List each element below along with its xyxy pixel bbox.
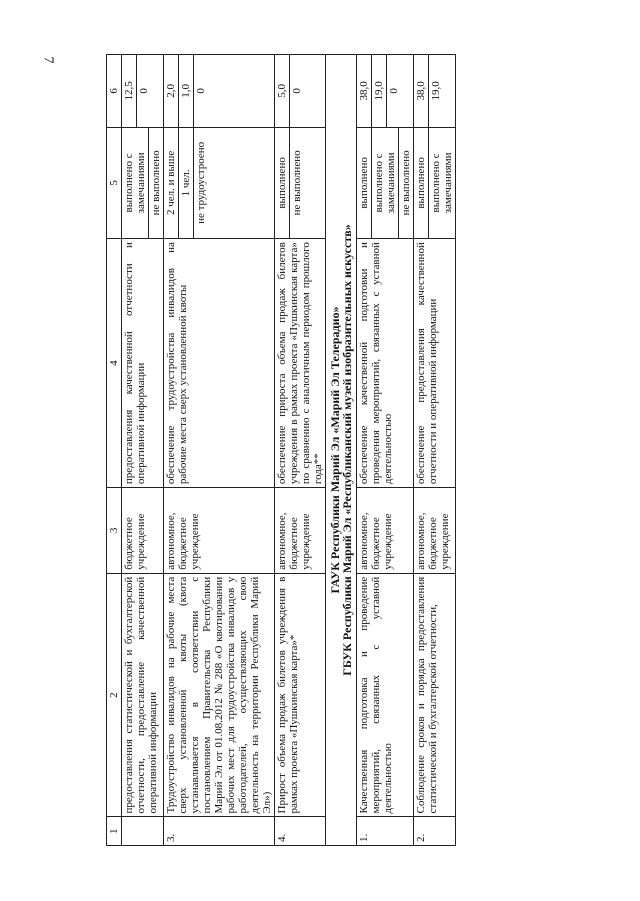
- col-header-1: 1: [107, 817, 122, 846]
- criterion-cell: обеспечение предоставления качественной отчетности и оперативной информации: [414, 239, 456, 488]
- indicator-cell: предоставления статистической и бухгалтерской отчетности, предоставление качественной оперативной информации: [122, 573, 164, 817]
- status-option: не выполнено: [150, 150, 162, 216]
- row-number: 3.: [164, 817, 275, 846]
- status-cell: [122, 127, 164, 239]
- row-number: [122, 817, 164, 846]
- status-option: выполнено с замечаниями: [430, 152, 454, 214]
- status-option: выполнено: [357, 128, 372, 239]
- status-option: не выполнено: [400, 150, 412, 216]
- points-value: 12,5: [122, 55, 137, 127]
- col-header-2: 2: [107, 573, 122, 817]
- points-value: 0: [195, 88, 207, 94]
- points-value: 19,0: [430, 81, 442, 101]
- criterion-cell: обеспечение трудоустройства инвалидов на рабочие места сверх установленной квоты: [164, 239, 275, 488]
- table-row: [414, 55, 456, 846]
- table-row: [357, 55, 414, 846]
- status-cell: [357, 127, 414, 239]
- col-header-6: 6: [107, 55, 122, 128]
- points-value: 2,0: [164, 55, 179, 127]
- indicator-cell: Прирост объема продаж билетов учреждения в рамках проекта «Пушкинская карта»*: [275, 573, 326, 817]
- criterion-cell: обеспечение прироста объема продаж билетов учреждения в рамках проекта «Пушкинская карта» по сравнению с аналогичным периодом прошлого года**: [275, 239, 326, 488]
- institution-type-cell: автономное, бюджетное учреждение: [357, 488, 414, 574]
- row-number: 2.: [414, 817, 456, 846]
- org-heading-museum: ГБУК Республики Марий Эл «Республиканский музей изобразительных искусств»: [340, 224, 354, 676]
- status-option: выполнено: [275, 128, 290, 239]
- points-value: 38,0: [414, 55, 429, 127]
- points-cell: [357, 55, 414, 128]
- points-value: 0: [138, 88, 150, 94]
- rotated-table-page: [106, 54, 586, 846]
- status-cell: [414, 127, 456, 239]
- col-header-3: 3: [107, 488, 122, 574]
- org-heading-telecom: ГАУК Республики Марий Эл «Марий Эл Телерадио»: [328, 306, 342, 594]
- institution-type-cell: автономное, бюджетное учреждение: [275, 488, 326, 574]
- indicator-cell: Качественная подготовка и проведение мероприятий, связанных с уставной деятельностью: [357, 573, 414, 817]
- points-cell: [275, 55, 326, 128]
- table-row: [164, 55, 275, 846]
- criteria-table: [106, 54, 456, 846]
- points-cell: [414, 55, 456, 128]
- org-heading-row: [326, 55, 357, 846]
- institution-type-cell: автономное, бюджетное учреждение: [414, 488, 456, 574]
- points-cell: [122, 55, 164, 128]
- criterion-cell: обеспечение качественной подготовки и проведения мероприятий, связанных с уставной деятельностью: [357, 239, 414, 488]
- institution-type-cell: автономное, бюджетное учреждение: [164, 488, 275, 574]
- points-value: 38,0: [357, 55, 372, 127]
- indicator-cell: Соблюдение сроков и порядка предоставления статистической и бухгалтерской отчетности,: [414, 573, 456, 817]
- institution-type-cell: бюджетное учреждение: [122, 488, 164, 574]
- status-option: выполнено: [414, 128, 429, 239]
- row-number: 4.: [275, 817, 326, 846]
- status-option: 2 чел. и выше: [164, 128, 179, 239]
- status-cell: [164, 127, 275, 239]
- points-value: 19,0: [372, 55, 387, 127]
- indicator-cell: Трудоустройство инвалидов на рабочие места сверх установленной квоты (квота устанавливается в соответствии с постановлением Правительства Республики Марий Эл от 01.08.2012 № 288 «О квотировании рабочих мест для трудоустройства инвалидов у работодателей, осуществляющих свою деятельность на территории Республики Марий Эл»): [164, 573, 275, 817]
- status-cell: [275, 127, 326, 239]
- points-value: 0: [388, 88, 400, 94]
- col-header-5: 5: [107, 127, 122, 239]
- points-value: 1,0: [179, 55, 194, 127]
- status-option: выполнено с замечаниями: [122, 128, 149, 239]
- table-row: [122, 55, 164, 846]
- header-row: [107, 55, 122, 846]
- points-value: 5,0: [275, 55, 290, 127]
- points-cell: [164, 55, 275, 128]
- org-heading: [326, 55, 357, 846]
- table-row: [275, 55, 326, 846]
- status-option: 1 чел.: [179, 128, 194, 239]
- page-number: 7: [40, 56, 56, 64]
- col-header-4: 4: [107, 239, 122, 488]
- status-option: не выполнено: [291, 150, 303, 216]
- status-option: не трудоустроено: [195, 141, 207, 224]
- points-value: 0: [291, 88, 303, 94]
- criterion-cell: предоставления качественной отчетности и оперативной информации: [122, 239, 164, 488]
- row-number: 1.: [357, 817, 414, 846]
- status-option: выполнено с замечаниями: [372, 128, 399, 239]
